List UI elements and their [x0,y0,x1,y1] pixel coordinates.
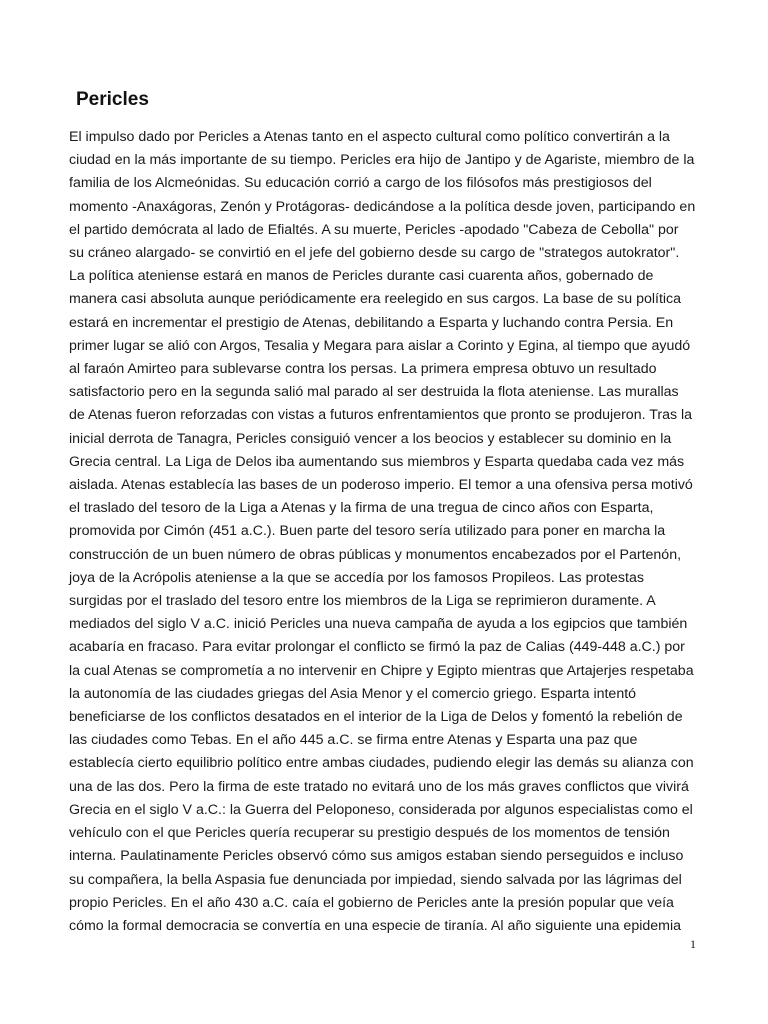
text-line: primer lugar se alió con Argos, Tesalia y Megara para aislar a Corinto y Egina, al tiempo que ayudó [69,337,691,354]
text-line: promovida por Cimón (451 a.C.). Buen parte del tesoro sería utilizado para poner en marcha la [69,523,666,540]
text-line: establecía cierto equilibrio político entre ambas ciudades, pudiendo elegir las demás su alianza con [69,755,694,772]
text-line: ciudad en la más importante de su tiempo. Pericles era hijo de Jantipo y de Agariste, miembro de la [69,152,695,169]
text-line: satisfactorio pero en la segunda salió mal parado al ser destruida la flota ateniense. Las murallas [69,384,679,401]
text-line: el traslado del tesoro de la Liga a Atenas y la firma de una tregua de cinco años con Esparta, [69,500,654,517]
text-line: mediados del siglo V a.C. inició Pericles una nueva campaña de ayuda a los egipcios que también [69,616,688,633]
body-paragraph [69,126,709,938]
text-line: aislada. Atenas establecía las bases de un poderoso imperio. El temor a una ofensiva persa motivó [69,477,693,494]
text-line: inicial derrota de Tanagra, Pericles consiguió vencer a los beocios y establecer su dominio en la [69,430,672,447]
text-line: Grecia central. La Liga de Delos iba aumentando sus miembros y Esparta quedaba cada vez más [69,453,685,470]
text-line: manera casi absoluta aunque periódicamente era reelegido en sus cargos. La base de su política [69,291,682,308]
text-line: familia de los Alcmeónidas. Su educación corrió a cargo de los filósofos más prestigiosos del [69,175,652,192]
text-line: una de las dos. Pero la firma de este tratado no evitará uno de los más graves conflictos que vivirá [69,778,689,795]
text-line: El impulso dado por Pericles a Atenas tanto en el aspecto cultural como político convertirán a la [69,129,670,145]
text-line: las ciudades como Tebas. En el año 445 a.C. se firma entre Atenas y Esparta una paz que [69,732,638,749]
text-line: la cual Atenas se comprometía a no intervenir en Chipre y Egipto mientras que Artajerjes respetaba [69,662,694,679]
text-line: vehículo con el que Pericles quería recuperar su prestigio después de los momentos de tensión [69,825,670,842]
text-line: Grecia en el siglo V a.C.: la Guerra del Peloponeso, considerada por algunos especialistas como el [69,801,693,818]
text-line: la autonomía de las ciudades griegas del Asia Menor y el comercio griego. Esparta intentó [69,685,637,702]
text-line: de Atenas fueron reforzadas con vistas a futuros enfrentamientos que pronto se produjeron. Tras la [69,407,693,424]
text-line: momento -Anaxágoras, Zenón y Protágoras- dedicándose a la política desde joven, participando en [69,198,696,215]
text-line: estará en incrementar el prestigio de Atenas, debilitando a Esparta y luchando contra Persia. En [69,314,674,331]
text-line: interna. Paulatinamente Pericles observó cómo sus amigos estaban siendo perseguidos e incluso [69,848,684,865]
text-line: su compañera, la bella Aspasia fue denunciada por impiedad, siendo salvada por las lágrimas del [69,871,682,888]
text-line: joya de la Acrópolis ateniense a la que se accedía por los famosos Propileos. Las protestas [69,569,644,586]
text-line: construcción de un buen número de obras públicas y monumentos encabezados por el Partenón, [69,546,682,563]
page-number: 1 [690,937,696,951]
text-line: propio Pericles. En el año 430 a.C. caía el gobierno de Pericles ante la presión popular que veía [69,894,674,911]
page-title: Pericles [76,89,149,110]
text-line: al faraón Amirteo para sublevarse contra los persas. La primera empresa obtuvo un resultado [69,361,657,378]
text-line: acabaría en fracaso. Para evitar prolongar el conflicto se firmó la paz de Calias (449-448 a.C.) por [69,639,685,656]
text-line: surgidas por el traslado del tesoro entre los miembros de la Liga se reprimieron duramente. A [69,593,656,610]
text-line: La política ateniense estará en manos de Pericles durante casi cuarenta años, gobernado de [69,268,654,285]
text-line: beneficiarse de los conflictos desatados en el interior de la Liga de Delos y fomentó la rebelión de [69,709,683,726]
text-line: cómo la formal democracia se convertía en una especie de tiranía. Al año siguiente una epidemia [69,917,682,934]
text-line: su cráneo alargado- se convirtió en el jefe del gobierno desde su cargo de "strategos autokrator". [69,245,680,262]
text-line: el partido demócrata al lado de Efialtés. A su muerte, Pericles -apodado "Cabeza de Cebolla" por [69,221,679,238]
